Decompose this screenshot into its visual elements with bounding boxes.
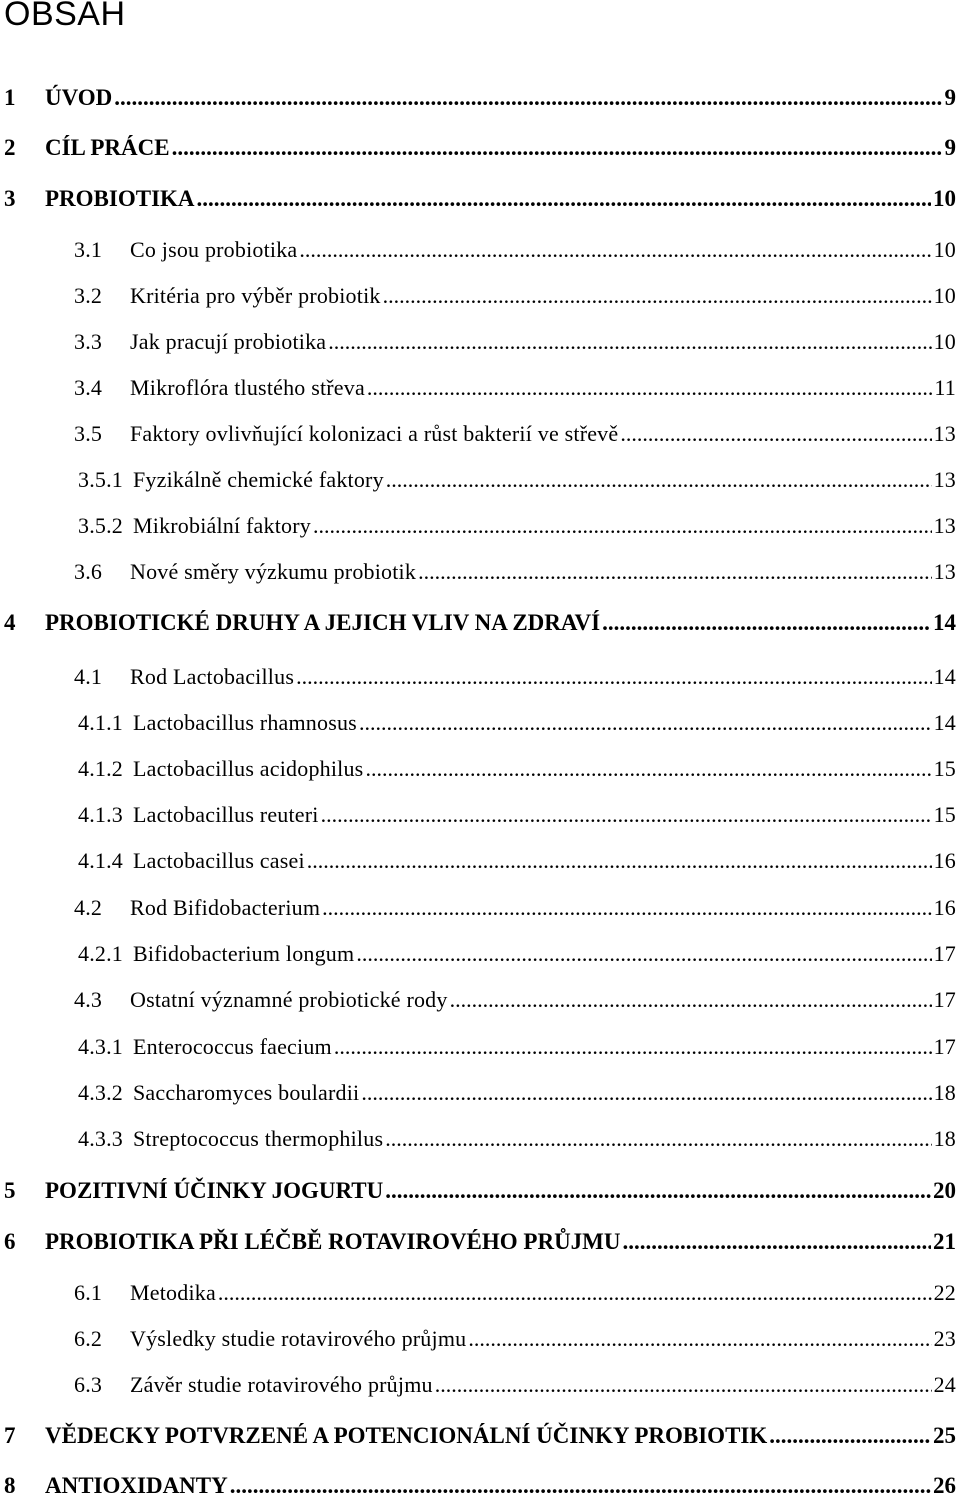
toc-entry-page: 13 (933, 467, 956, 492)
toc-entry-4-2-1[interactable] (0, 938, 956, 970)
toc-title: OBSAH (4, 0, 126, 33)
toc-entry-4-1-2[interactable] (0, 753, 956, 785)
toc-entry-text: Mikrobiální faktory (133, 513, 311, 538)
toc-entry-6-3[interactable] (0, 1369, 956, 1401)
toc-entry-4-1-1[interactable] (0, 707, 956, 739)
dot-leader (359, 707, 932, 739)
toc-entry-page: 18 (933, 1126, 956, 1151)
toc-entry-text: Bifidobacterium longum (133, 941, 355, 966)
toc-entry-number: 5 (4, 1178, 16, 1203)
toc-entry-text: Lactobacillus reuteri (133, 802, 319, 827)
toc-entry-number: 1 (4, 85, 16, 110)
toc-entry-page: 14 (933, 664, 956, 689)
toc-entry-text: Lactobacillus rhamnosus (133, 710, 357, 735)
toc-entry-8[interactable] (0, 1470, 956, 1502)
toc-entry-7[interactable] (0, 1420, 956, 1452)
toc-entry-1[interactable] (0, 82, 956, 114)
toc-entry-text: Lactobacillus acidophilus (133, 756, 364, 781)
dot-leader (385, 1175, 931, 1207)
toc-entry-6[interactable] (0, 1226, 956, 1258)
toc-entry-page: 18 (933, 1080, 956, 1105)
dot-leader (365, 753, 931, 785)
toc-entry-text: ÚVOD (45, 85, 113, 110)
toc-entry-number: 4.2 (74, 895, 103, 920)
toc-entry-3-5-2[interactable] (0, 510, 956, 542)
dot-leader (328, 326, 931, 358)
toc-entry-page: 10 (933, 283, 956, 308)
toc-entry-4-3-2[interactable] (0, 1077, 956, 1109)
toc-entry-text: PROBIOTIKA PŘI LÉČBĚ ROTAVIROVÉHO PRŮJMU (45, 1229, 621, 1254)
toc-entry-page: 22 (933, 1280, 956, 1305)
toc-entry-number: 6 (4, 1229, 16, 1254)
toc-entry-3-6[interactable] (0, 556, 956, 588)
toc-entry-page: 11 (934, 375, 956, 400)
toc-entry-text: VĚDECKY POTVRZENÉ A POTENCIONÁLNÍ ÚČINKY PROBIOTIK (45, 1423, 768, 1448)
dot-leader (418, 556, 932, 588)
toc-entry-page: 17 (933, 987, 956, 1012)
toc-entry-page: 24 (933, 1372, 956, 1397)
toc-entry-page: 14 (933, 610, 956, 635)
toc-entry-3-2[interactable] (0, 280, 956, 312)
toc-entry-number: 3.5.1 (78, 467, 123, 492)
dot-leader (356, 938, 931, 970)
toc-entry-number: 4.3.2 (78, 1080, 123, 1105)
dot-leader (307, 845, 932, 877)
toc-entry-text: POZITIVNÍ ÚČINKY JOGURTU (45, 1178, 384, 1203)
toc-entry-number: 4.3.3 (78, 1126, 123, 1151)
dot-leader (602, 607, 931, 639)
toc-entry-page: 9 (944, 135, 956, 160)
toc-entry-6-1[interactable] (0, 1277, 956, 1309)
toc-entry-number: 3.5 (74, 421, 103, 446)
dot-leader (383, 280, 932, 312)
toc-entry-3-3[interactable] (0, 326, 956, 358)
toc-entry-text: Streptococcus thermophilus (133, 1126, 384, 1151)
toc-entry-3-5-1[interactable] (0, 464, 956, 496)
toc-entry-number: 6.1 (74, 1280, 103, 1305)
toc-entry-3-1[interactable] (0, 234, 956, 266)
toc-entry-number: 4.1.3 (78, 802, 123, 827)
dot-leader (334, 1031, 932, 1063)
toc-entry-number: 3.1 (74, 237, 103, 262)
toc-entry-number: 3.3 (74, 329, 103, 354)
toc-entry-text: Metodika (130, 1280, 216, 1305)
toc-entry-page: 10 (933, 329, 956, 354)
dot-leader (197, 183, 931, 215)
toc-entry-page: 17 (933, 941, 956, 966)
toc-entry-page: 23 (933, 1326, 956, 1351)
toc-entry-text: Faktory ovlivňující kolonizaci a růst bakterií ve střevě (130, 421, 619, 446)
toc-entry-number: 2 (4, 135, 16, 160)
dot-leader (321, 799, 932, 831)
toc-entry-page: 15 (933, 756, 956, 781)
toc-entry-page: 21 (933, 1229, 956, 1254)
toc-entry-page: 10 (933, 186, 956, 211)
toc-entry-text: Saccharomyces boulardii (133, 1080, 360, 1105)
toc-entry-text: CÍL PRÁCE (45, 135, 170, 160)
toc-entry-2[interactable] (0, 132, 956, 164)
toc-entry-number: 8 (4, 1473, 16, 1498)
toc-entry-text: Jak pracují probiotika (130, 329, 327, 354)
dot-leader (769, 1420, 931, 1452)
dot-leader (361, 1077, 931, 1109)
toc-entry-page: 15 (933, 802, 956, 827)
toc-entry-number: 4.2.1 (78, 941, 123, 966)
toc-entry-number: 4.1.4 (78, 848, 123, 873)
toc-entry-text: Ostatní významné probiotické rody (130, 987, 448, 1012)
dot-leader (623, 1226, 932, 1258)
dot-leader (299, 234, 931, 266)
toc-entry-page: 17 (933, 1034, 956, 1059)
dot-leader (296, 661, 932, 693)
toc-entry-page: 10 (933, 237, 956, 262)
toc-entry-4-3-3[interactable] (0, 1123, 956, 1155)
toc-entry-number: 3.4 (74, 375, 103, 400)
toc-entry-page: 16 (933, 848, 956, 873)
toc-entry-number: 7 (4, 1423, 16, 1448)
toc-entry-4-3-1[interactable] (0, 1031, 956, 1063)
dot-leader (450, 984, 932, 1016)
toc-entry-number: 4 (4, 610, 16, 635)
toc-entry-text: Fyzikálně chemické faktory (133, 467, 384, 492)
toc-entry-4[interactable] (0, 607, 956, 639)
toc-entry-number: 4.1 (74, 664, 103, 689)
toc-entry-page: 14 (933, 710, 956, 735)
toc-entry-4-3[interactable] (0, 984, 956, 1016)
dot-leader (172, 132, 943, 164)
toc-entry-number: 3.5.2 (78, 513, 123, 538)
toc-entry-page: 20 (933, 1178, 956, 1203)
toc-entry-text: PROBIOTICKÉ DRUHY A JEJICH VLIV NA ZDRAVÍ (45, 610, 601, 635)
toc-entry-page: 25 (933, 1423, 956, 1448)
dot-leader (218, 1277, 932, 1309)
toc-entry-4-1-3[interactable] (0, 799, 956, 831)
dot-leader (385, 1123, 931, 1155)
dot-leader (468, 1323, 931, 1355)
dot-leader (230, 1470, 931, 1502)
toc-entry-text: PROBIOTIKA (45, 186, 195, 211)
toc-entry-4-1[interactable] (0, 661, 956, 693)
toc-entry-page: 9 (944, 85, 956, 110)
toc-entry-text: Rod Bifidobacterium (130, 895, 321, 920)
dot-leader (313, 510, 932, 542)
toc-entry-page: 13 (933, 421, 956, 446)
toc-entry-number: 4.1.2 (78, 756, 123, 781)
toc-entry-number: 4.3 (74, 987, 103, 1012)
toc-entry-4-2[interactable] (0, 892, 956, 924)
dot-leader (386, 464, 932, 496)
toc-entry-text: Mikroflóra tlustého střeva (130, 375, 365, 400)
dot-leader (367, 372, 932, 404)
toc-entry-page: 13 (933, 513, 956, 538)
toc-entry-number: 6.2 (74, 1326, 103, 1351)
toc-entry-number: 4.3.1 (78, 1034, 123, 1059)
toc-entry-page: 16 (933, 895, 956, 920)
toc-entry-page: 13 (933, 559, 956, 584)
toc-entry-text: Výsledky studie rotavirového průjmu (130, 1326, 467, 1351)
toc-entry-3[interactable] (0, 183, 956, 215)
toc-entry-text: Kritéria pro výběr probiotik (130, 283, 381, 308)
dot-leader (435, 1369, 932, 1401)
dot-leader (620, 418, 931, 450)
toc-entry-text: Nové směry výzkumu probiotik (130, 559, 417, 584)
toc-entry-text: Lactobacillus casei (133, 848, 305, 873)
toc-entry-text: Co jsou probiotika (130, 237, 298, 262)
dot-leader (114, 82, 942, 114)
toc-entry-3-5[interactable] (0, 418, 956, 450)
toc-entry-number: 6.3 (74, 1372, 103, 1397)
toc-entry-text: Závěr studie rotavirového průjmu (130, 1372, 433, 1397)
toc-entry-6-2[interactable] (0, 1323, 956, 1355)
toc-entry-text: ANTIOXIDANTY (45, 1473, 228, 1498)
toc-entry-text: Enterococcus faecium (133, 1034, 332, 1059)
toc-entry-3-4[interactable] (0, 372, 956, 404)
toc-entry-4-1-4[interactable] (0, 845, 956, 877)
toc-entry-number: 3.2 (74, 283, 103, 308)
toc-entry-number: 3.6 (74, 559, 103, 584)
toc-entry-page: 26 (933, 1473, 956, 1498)
dot-leader (322, 892, 931, 924)
toc-entry-number: 3 (4, 186, 16, 211)
toc-entry-5[interactable] (0, 1175, 956, 1207)
toc-entry-number: 4.1.1 (78, 710, 123, 735)
toc-entry-text: Rod Lactobacillus (130, 664, 295, 689)
